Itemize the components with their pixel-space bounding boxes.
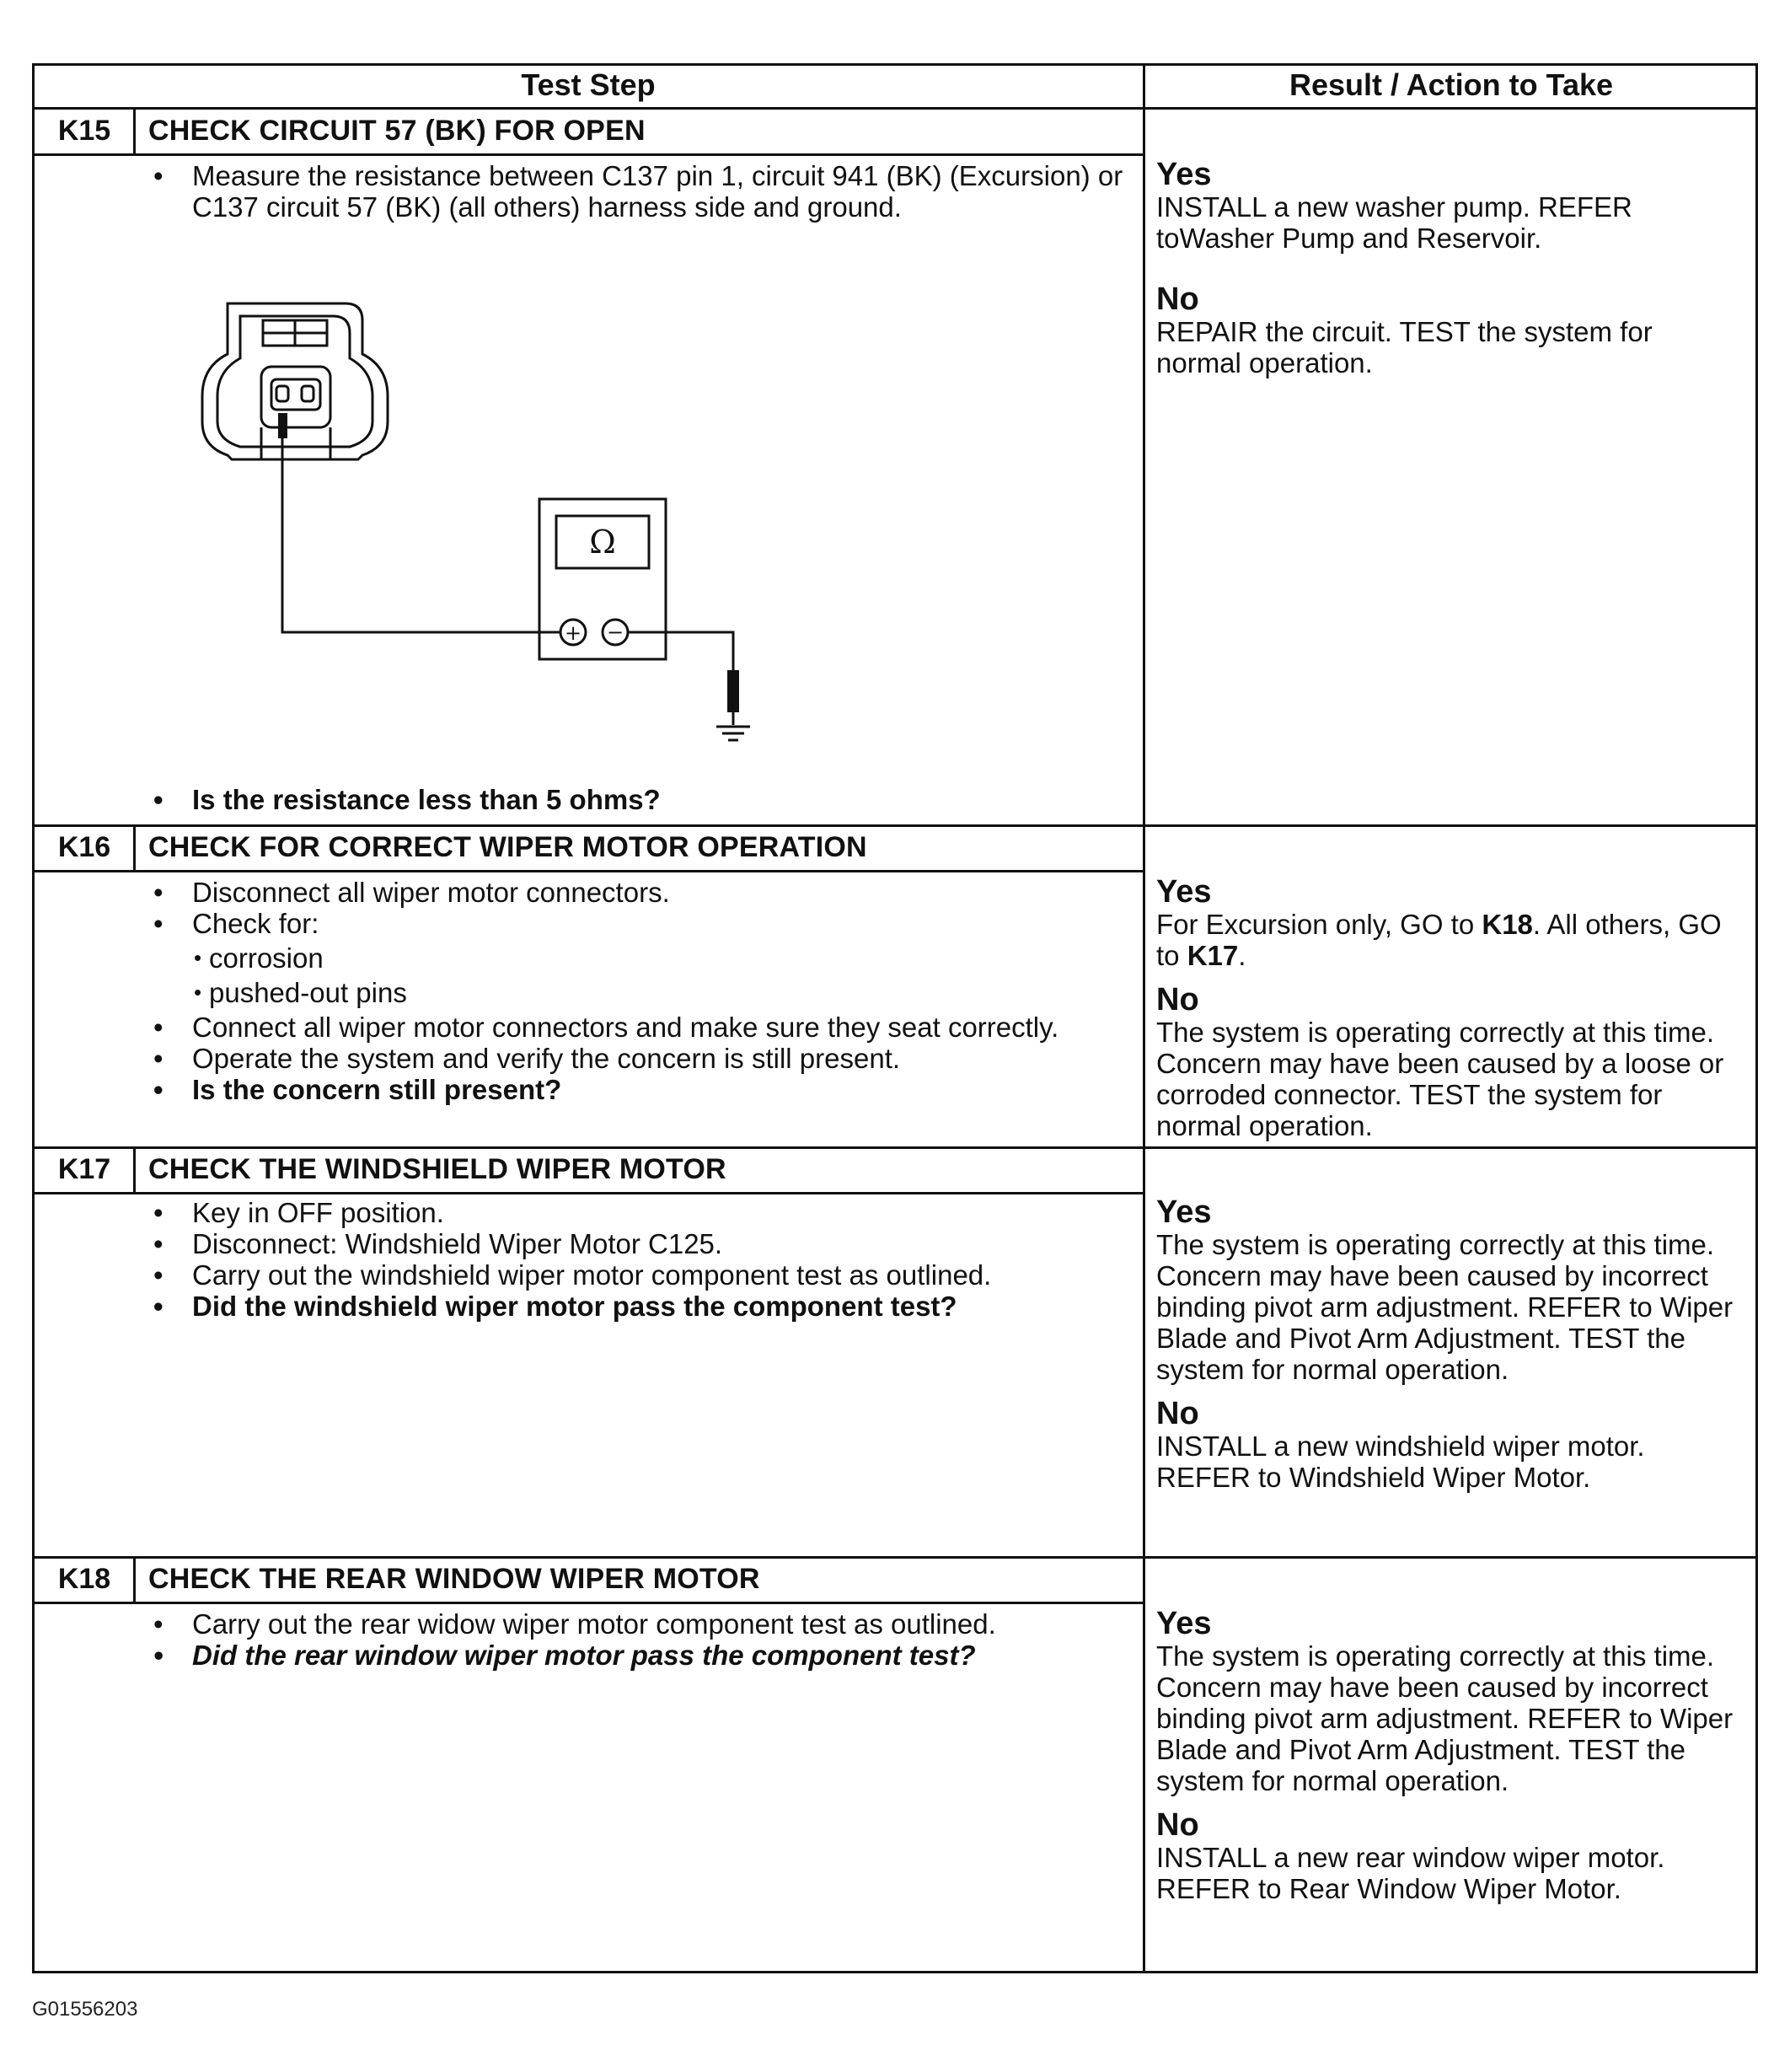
step-question: • Did the rear window wiper motor pass the component test? — [142, 1640, 1111, 1671]
no-text: REPAIR the circuit. TEST the system for normal operation. — [1156, 316, 1653, 378]
goto-k18[interactable]: K18 — [1482, 909, 1533, 940]
no-label: No — [1156, 1396, 1199, 1431]
step-id-k17: K17 — [57, 1152, 111, 1185]
result-k17 — [1156, 1195, 1750, 1493]
pin-1 — [276, 386, 288, 401]
sub-step-item: • pushed-out pins — [142, 977, 1111, 1008]
header-test-step: Test Step — [521, 67, 656, 102]
yes-text: For Excursion only, GO to K18. All others, GO to K17. — [1156, 909, 1722, 971]
yes-label: Yes — [1156, 874, 1212, 910]
result-k15 — [1156, 158, 1750, 378]
step-title-k15: CHECK CIRCUIT 57 (BK) FOR OPEN — [148, 114, 646, 147]
step-item: • Operate the system and verify the concern is still present. — [142, 1043, 1111, 1074]
goto-k17[interactable]: K17 — [1187, 940, 1239, 971]
step-title-k18: CHECK THE REAR WINDOW WIPER MOTOR — [148, 1562, 760, 1595]
step-id-k16: K16 — [57, 830, 111, 863]
plus-symbol: + — [564, 621, 582, 645]
step-item: • Carry out the rear widow wiper motor component test as outlined. — [142, 1608, 1035, 1640]
minus-symbol: − — [606, 620, 624, 644]
step-item: • Disconnect: Windshield Wiper Motor C125. — [142, 1228, 1111, 1259]
yes-text: The system is operating correctly at this time. Concern may have been caused by incorrect binding pivot arm adjustment. REFER to Wiper Blade and Pivot Arm Adjustment. TEST the — [1156, 1640, 1734, 1765]
result-k18 — [1156, 1607, 1750, 1904]
no-text: The system is operating correctly at this time. Concern may have been caused by a loose or corroded connector. TEST the system for normal operation. — [1156, 1017, 1724, 1141]
yes-text: INSTALL a new washer pump. REFER toWasher Pump and Reservoir. — [1156, 191, 1632, 254]
steps-k18 — [142, 1608, 1111, 1671]
test-lead-negative — [628, 632, 733, 670]
step-title-k16: CHECK FOR CORRECT WIPER MOTOR OPERATION — [148, 830, 867, 863]
ground-probe — [727, 670, 739, 712]
pin-2 — [302, 386, 314, 401]
no-label: No — [1156, 982, 1199, 1017]
ohmmeter-diagram — [194, 287, 902, 759]
test-lead-positive — [282, 426, 560, 632]
step-title-k17: CHECK THE WINDSHIELD WIPER MOTOR — [148, 1152, 726, 1185]
step-item: • Measure the resistance between C137 pin 1, circuit 941 (BK) (Excursion) or C137 circuit 57 (BK) (all others) harness side and ground. — [142, 160, 1136, 223]
no-label: No — [1156, 282, 1199, 317]
yes-text-cont: system for normal operation. — [1156, 1765, 1509, 1796]
steps-k17 — [142, 1197, 1111, 1322]
step-id-k18: K18 — [57, 1562, 111, 1595]
figure-code: G01556203 — [32, 1998, 138, 2021]
step-id-k15: K15 — [57, 114, 111, 147]
step-question: • Is the concern still present? — [142, 1074, 1111, 1105]
step-question: • Did the windshield wiper motor pass the component test? — [142, 1291, 1111, 1322]
no-text: INSTALL a new windshield wiper motor. REFER to Windshield Wiper Motor. — [1156, 1431, 1645, 1493]
yes-text: The system is operating correctly at this time. Concern may have been caused by incorrect binding pivot arm adjustment. REFER to Wiper Blade and Pivot Arm Adjustment. TEST the — [1156, 1229, 1734, 1354]
step-item: • Key in OFF position. — [142, 1197, 1111, 1228]
steps-k16 — [142, 877, 1111, 1105]
step-item: • Connect all wiper motor connectors and make sure they seat correctly. — [142, 1012, 1085, 1043]
title-rule — [32, 870, 1144, 872]
column-divider — [1143, 63, 1145, 1973]
yes-label: Yes — [1156, 1606, 1212, 1641]
title-rule — [32, 1602, 1144, 1604]
result-k16 — [1156, 875, 1750, 1141]
ohm-symbol: Ω — [589, 523, 616, 561]
header-result-action: Result / Action to Take — [1289, 67, 1614, 102]
step-item: • Disconnect all wiper motor connectors. — [142, 877, 1111, 908]
steps-k15-question — [142, 784, 1111, 815]
no-text: INSTALL a new rear window wiper motor. REFER to Rear Window Wiper Motor. — [1156, 1842, 1665, 1904]
yes-text-cont: system for normal operation. — [1156, 1354, 1509, 1385]
probe-tip — [278, 413, 287, 438]
step-item: • Carry out the windshield wiper motor component test as outlined. — [142, 1259, 1111, 1291]
yes-label: Yes — [1156, 1194, 1212, 1230]
steps-k15 — [142, 160, 1123, 223]
sub-step-item: • corrosion — [142, 942, 1111, 974]
no-label: No — [1156, 1807, 1199, 1843]
yes-label: Yes — [1156, 157, 1212, 192]
title-rule — [32, 1192, 1144, 1194]
step-question: • Is the resistance less than 5 ohms? — [142, 784, 1111, 815]
title-rule — [32, 153, 1144, 156]
step-item: • Check for: — [142, 908, 1111, 939]
